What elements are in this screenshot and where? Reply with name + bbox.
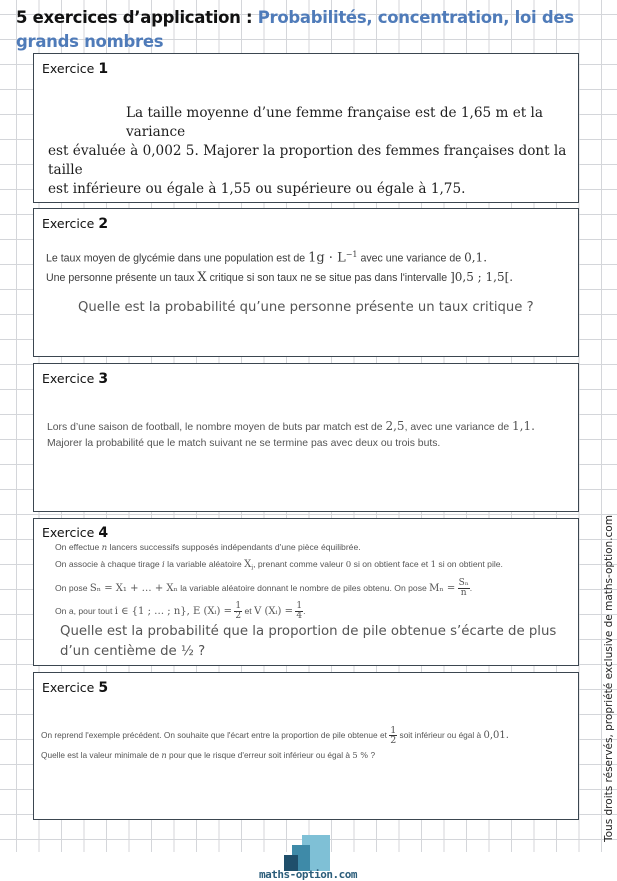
exercise-1-statement (48, 104, 568, 199)
page-title (16, 6, 576, 54)
exercise-1-line-1: La taille moyenne d’une femme française est de 1,65 m et la variance (126, 105, 543, 140)
exercise-1-line-3: est inférieure ou égale à 1,55 ou supérieure ou égale à 1,75. (48, 181, 466, 197)
exercise-2-box (33, 208, 579, 357)
exercise-3-statement (47, 418, 577, 452)
exercise-4-statement (55, 540, 580, 623)
exercise-4-question (60, 622, 556, 662)
exercise-3-label: Exercice 3 (42, 371, 109, 387)
exercise-5-statement (41, 723, 581, 762)
title-prefix: 5 exercices d’application : (16, 8, 258, 27)
fraction-one-half: $\frac{1}{2}$ (390, 724, 397, 747)
exercise-5-line-1: On reprend l'exemple précédent. On souhaite que l'écart entre la proportion de pile obtenue et $\frac{1}{2}$ soit inférieur ou égal à 0,01. (41, 724, 509, 747)
exercise-3-box (33, 363, 579, 512)
exercise-2-statement (46, 246, 576, 287)
exercise-4-box (33, 518, 579, 666)
exercise-2-question: Quelle est la probabilité qu’une personne présente un taux critique ? (78, 300, 534, 315)
exercise-3-line-2: Majorer la probabilité que le match suivant ne se termine pas avec deux ou trois buts. (47, 438, 441, 449)
maths-option-logo-icon (282, 833, 342, 873)
exercise-3-line-1: Lors d’une saison de football, le nombre moyen de buts par match est de 2,5, avec une variance de 1,1. (47, 419, 535, 433)
fraction-one-quarter: $\frac{1}{4}$ (296, 600, 303, 621)
exercise-4-question-line-2: d’un centième de ½ ? (60, 644, 206, 659)
fraction-one-half: $\frac{1}{2}$ (235, 600, 242, 621)
fraction-sn-over-n: $\frac{\text{Sₙ}}{n}$ (458, 577, 469, 598)
exercise-2-label: Exercice 2 (42, 216, 109, 232)
title-accent: Probabilités, concentration, loi des grands nombres (16, 8, 574, 51)
copyright-note: Tous droits réservés, propriété exclusive de maths-option.com (603, 515, 615, 842)
exercise-5-line-2: Quelle est la valeur minimale de n pour que le risque d'erreur soit inférieur ou égal à 5 % ? (41, 750, 376, 760)
exercise-1-box (33, 53, 579, 203)
exercise-2-line-2: Une personne présente un taux X critique si son taux ne se situe pas dans l'intervalle ]0,5 ; 1,5[. (46, 269, 514, 285)
logo-caption: maths-option.com (259, 868, 357, 881)
exercise-1-line-2: est évaluée à 0,002 5. Majorer la proportion des femmes françaises dont la taille (48, 143, 567, 178)
exercise-4-line-1: On effectue n lancers successifs supposés indépendants d'une pièce équilibrée. (55, 542, 361, 553)
exercise-4-label: Exercice 4 (42, 525, 109, 541)
exercise-4-line-2: On associe à chaque tirage i la variable aléatoire $X_i$, prenant comme valeur 0 si on obtient face et 1 si on obtient pile. (55, 559, 503, 572)
exercise-2-line-1: Le taux moyen de glycémie dans une population est de $1g \cdot L^{-1}$ avec une variance de 0,1. (46, 250, 488, 266)
exercise-5-label: Exercice 5 (42, 680, 109, 696)
exercise-4-question-line-1: Quelle est la probabilité que la proportion de pile obtenue s’écarte de plus (60, 624, 557, 639)
exercise-1-label: Exercice 1 (42, 61, 109, 77)
exercise-4-line-4: On a, pour tout i ∈ {1 ; … ; n}, E (Xᵢ) = $\frac{1}{2}$ et V (Xᵢ) = $\frac{1}{4}$ . (55, 600, 306, 621)
exercise-5-box (33, 672, 579, 820)
exercise-4-line-3: On pose Sₙ = X₁ + … + Xₙ la variable aléatoire donnant le nombre de piles obtenu. On pose Mₙ = $\frac{\text{Sₙ}}{n}$ . (55, 577, 473, 598)
